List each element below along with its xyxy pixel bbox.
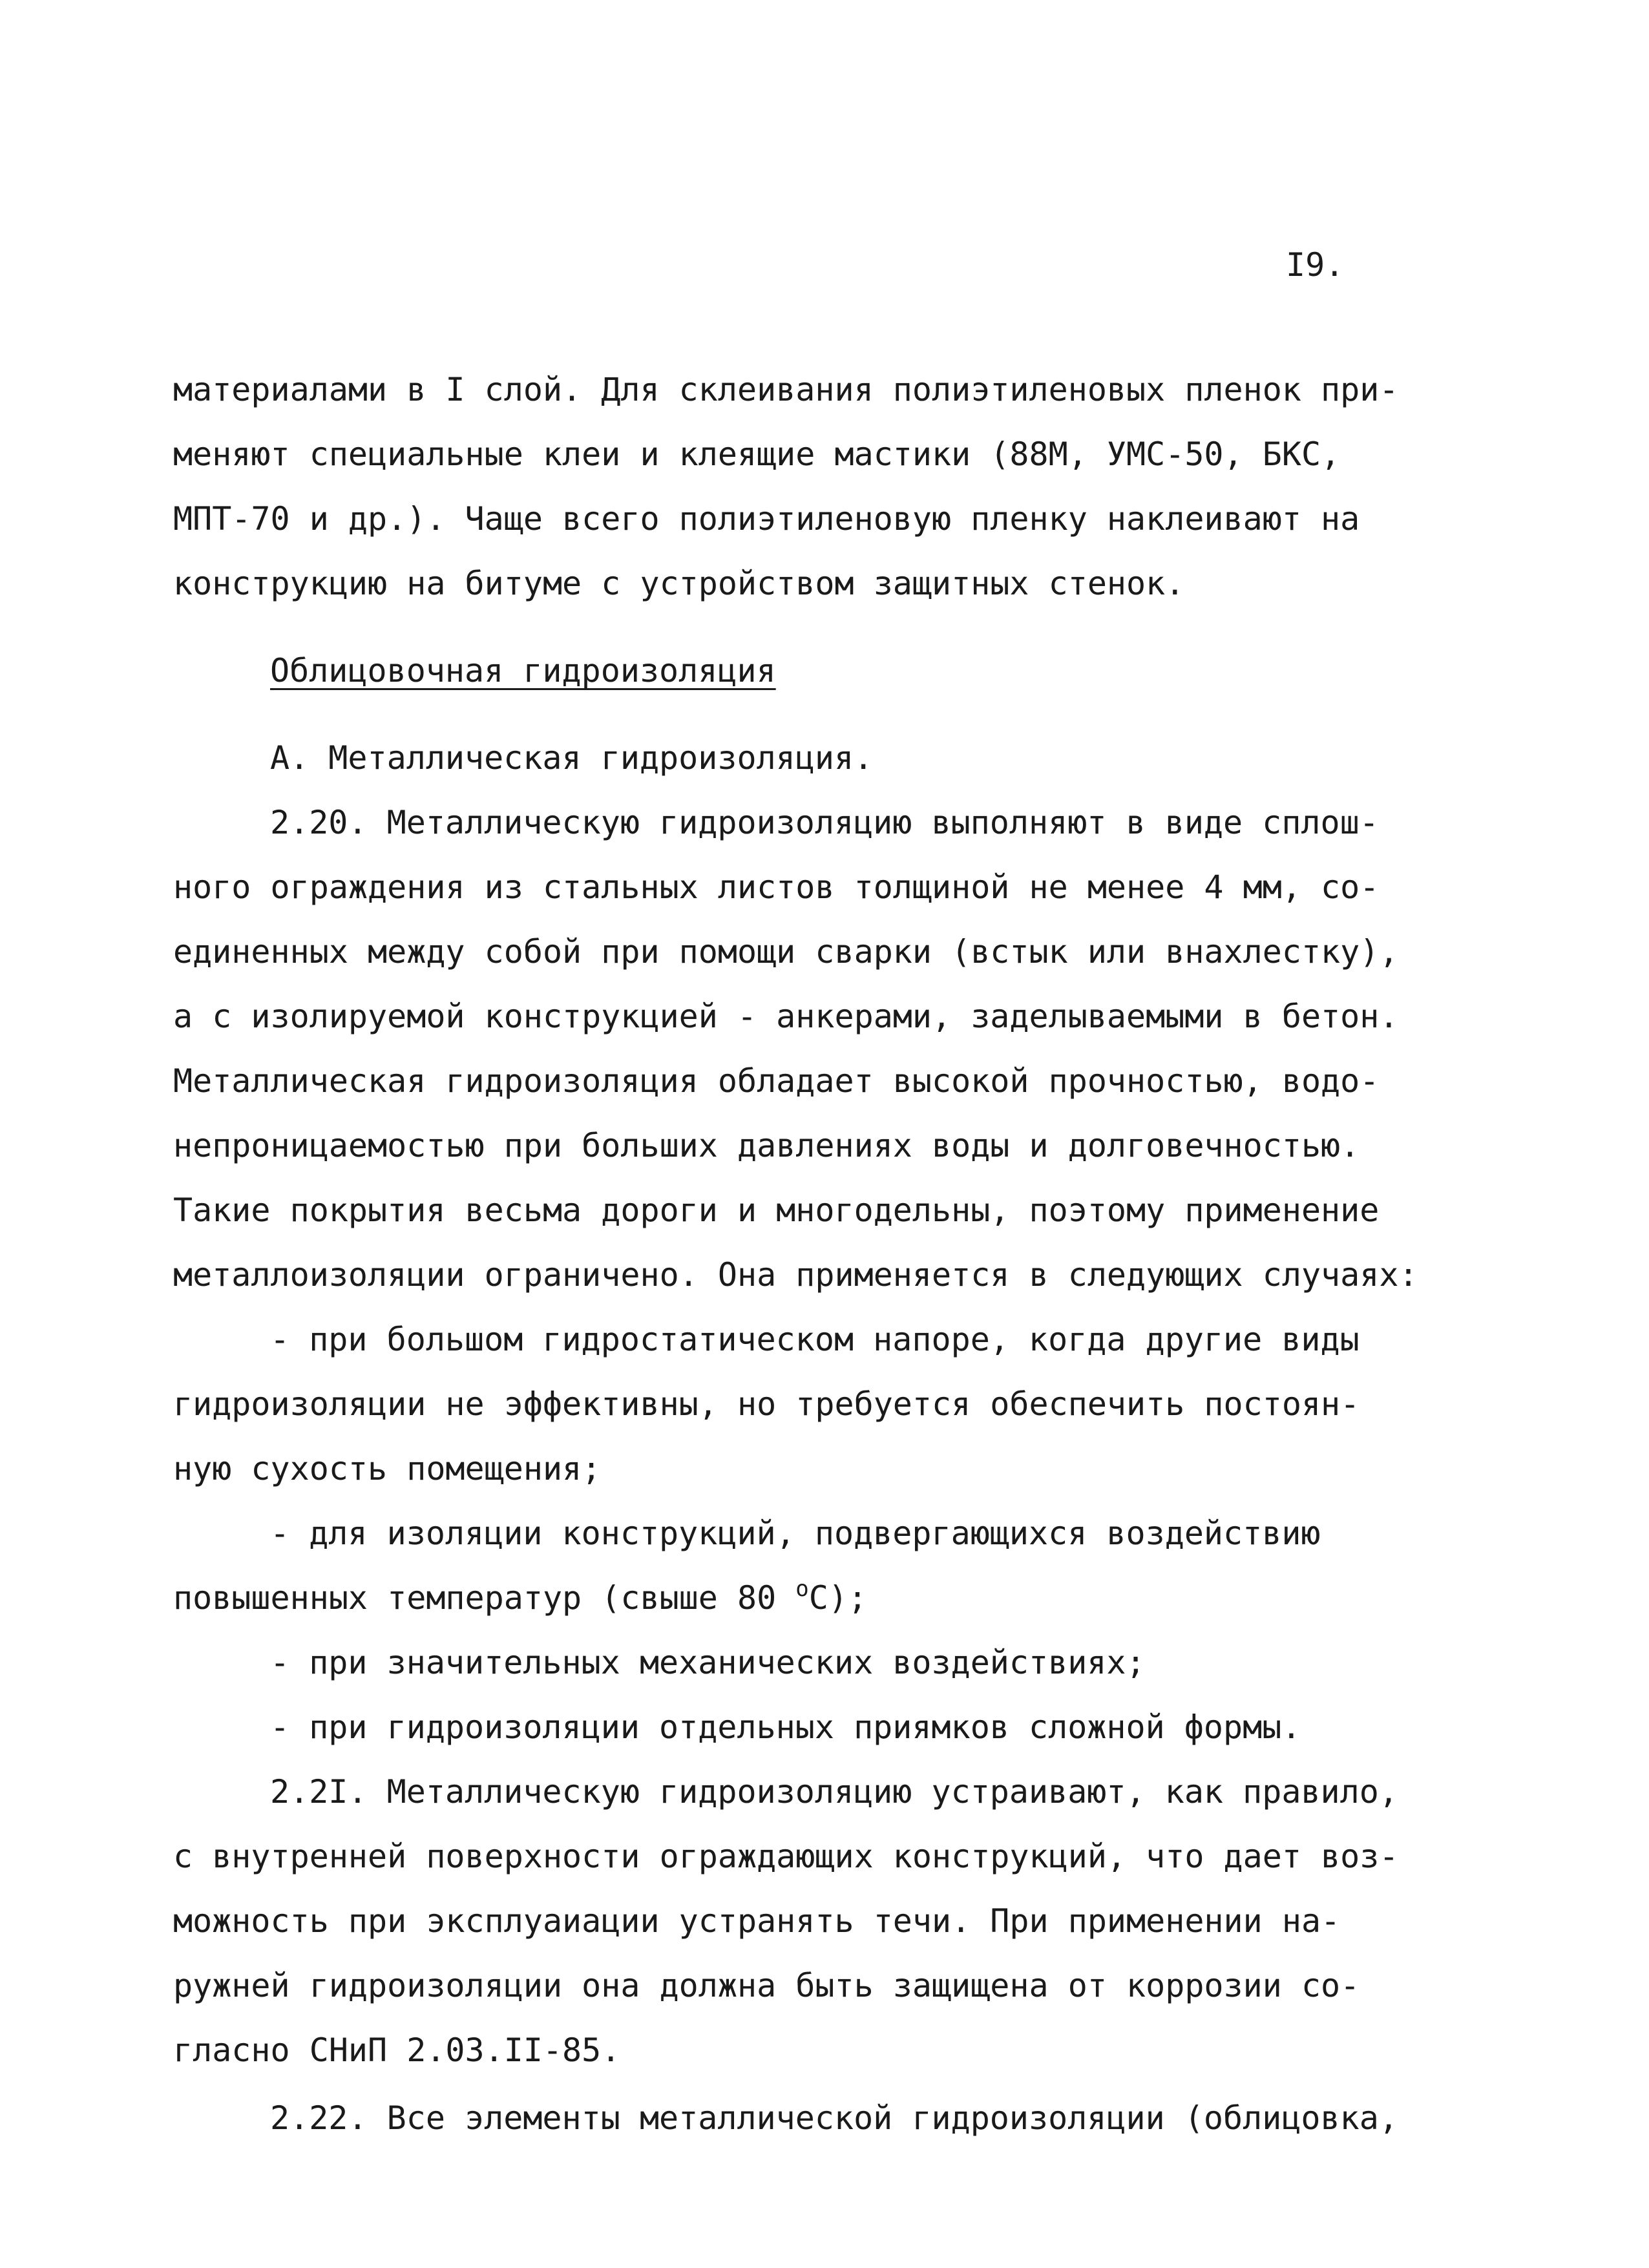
- page-number: I9.: [1286, 246, 1345, 284]
- paragraph-2-20-line: непроницаемостью при больших давлениях воды и долговечностью.: [173, 1127, 1360, 1164]
- text-span: С);: [808, 1579, 868, 1617]
- text-line: МПТ-70 и др.). Чаще всего полиэтиленовую пленку наклеивают на: [173, 500, 1360, 538]
- bullet-item-line: - при гидроизоляции отдельных приямков сложной формы.: [270, 1708, 1301, 1746]
- bullet-item-line: - при значительных механических воздействиях;: [270, 1644, 1146, 1681]
- bullet-item-line: [173, 1575, 867, 1621]
- paragraph-2-20-line: единенных между собой при помощи сварки (встык или внахлестку),: [173, 933, 1399, 971]
- subheading: А. Металлическая гидроизоляция.: [270, 739, 874, 777]
- paragraph-2-21-line: 2.2I. Металлическую гидроизоляцию устраивают, как правило,: [270, 1773, 1398, 1811]
- paragraph-2-20-line: ного ограждения из стальных листов толщиной не менее 4 мм, со-: [173, 868, 1380, 906]
- degree-sign: о: [795, 1576, 809, 1602]
- paragraph-2-21-line: гласно СНиП 2.03.II-85.: [173, 2032, 621, 2069]
- bullet-item-line: гидроизоляции не эффективны, но требуется обеспечить постоян-: [173, 1385, 1360, 1423]
- bullet-item-line: ную сухость помещения;: [173, 1450, 602, 1487]
- paragraph-2-22-line: 2.22. Все элементы металлической гидроизоляции (облицовка,: [270, 2099, 1398, 2137]
- paragraph-2-21-line: можность при эксплуаиации устранять течи. При применении на-: [173, 1902, 1341, 1940]
- paragraph-2-20-line: Металлическая гидроизоляция обладает высокой прочностью, водо-: [173, 1062, 1380, 1100]
- bullet-item-line: - при большом гидростатическом напоре, когда другие виды: [270, 1321, 1360, 1358]
- paragraph-2-21-line: с внутренней поверхности ограждающих конструкций, что дает воз-: [173, 1838, 1399, 1875]
- paragraph-2-20-line: а с изолируемой конструкцией - анкерами, заделываемыми в бетон.: [173, 998, 1399, 1035]
- section-heading: Облицовочная гидроизоляция: [270, 652, 776, 689]
- text-span: повышенных температур (свыше 80: [173, 1579, 796, 1617]
- paragraph-2-20-line: Такие покрытия весьма дороги и многодельны, поэтому применение: [173, 1192, 1380, 1229]
- text-line: меняют специальные клеи и клеящие мастики (88М, УМС-50, БКС,: [173, 436, 1341, 473]
- paragraph-2-20-line: 2.20. Металлическую гидроизоляцию выполняют в виде сплош-: [270, 804, 1379, 841]
- paragraph-2-20-line: металлоизоляции ограничено. Она применяется в следующих случаях:: [173, 1256, 1418, 1294]
- bullet-item-line: - для изоляции конструкций, подвергающихся воздействию: [270, 1515, 1321, 1552]
- paragraph-2-21-line: ружней гидроизоляции она должна быть защищена от коррозии со-: [173, 1967, 1360, 2004]
- text-line: материалами в I слой. Для склеивания полиэтиленовых пленок при-: [173, 371, 1399, 408]
- text-line: конструкцию на битуме с устройством защитных стенок.: [173, 565, 1185, 602]
